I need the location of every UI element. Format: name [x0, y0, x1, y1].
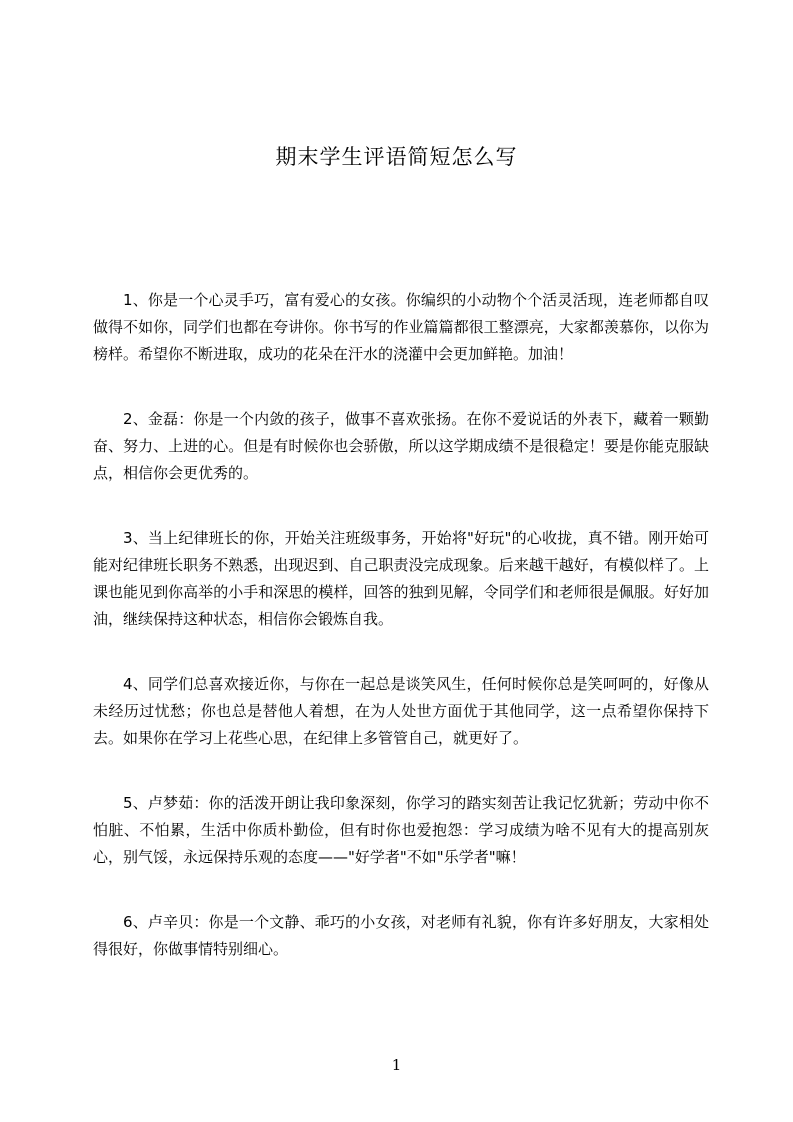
comment-paragraph-3: 3、当上纪律班长的你，开始关注班级事务，开始将"好玩"的心收拢，真不错。刚开始可能对纪律班长职务不熟悉，出现迟到、自己职责没完成现象。后来越干越好，有模似样了。上课也能见到你高举的小手和深思的模样，回答的独到见解，令同学们和老师很是佩服。好好加油，继续保持这种状态，相信你会锻炼自我。 [93, 529, 709, 628]
comment-paragraph-5: 5、卢梦茹：你的活泼开朗让我印象深刻，你学习的踏实刻苦让我记忆犹新；劳动中你不怕脏、不怕累，生活中你质朴勤俭，但有时你也爱抱怨：学习成绩为啥不见有大的提高别灰心，别气馁，永远保持乐观的态度——"好学者"不如"乐学者"嘛！ [93, 794, 709, 866]
comment-paragraph-4: 4、同学们总喜欢接近你，与你在一起总是谈笑风生，任何时候你总是笑呵呵的，好像从未经历过忧愁；你也总是替他人着想，在为人处世方面优于其他同学，这一点希望你保持下去。如果你在学习上花些心思，在纪律上多管管自己，就更好了。 [93, 675, 709, 747]
document-body [93, 287, 709, 1001]
page-number: 1 [391, 1056, 402, 1074]
comment-paragraph-1: 1、你是一个心灵手巧，富有爱心的女孩。你编织的小动物个个活灵活现，连老师都自叹做得不如你，同学们也都在夸讲你。你书写的作业篇篇都很工整漂亮，大家都羡慕你，以你为榜样。希望你不断进取，成功的花朵在汗水的浇灌中会更加鲜艳。加油！ [93, 291, 709, 363]
comment-paragraph-2: 2、金磊：你是一个内敛的孩子，做事不喜欢张扬。在你不爱说话的外表下，藏着一颗勤奋、努力、上进的心。但是有时候你也会骄傲，所以这学期成绩不是很稳定！要是你能克服缺点，相信你会更优秀的。 [93, 410, 709, 482]
document-title: 期末学生评语简短怎么写 [275, 145, 518, 169]
comment-paragraph-6: 6、卢辛贝：你是一个文静、乖巧的小女孩，对老师有礼貌，你有许多好朋友，大家相处得很好，你做事情特别细心。 [93, 913, 709, 958]
